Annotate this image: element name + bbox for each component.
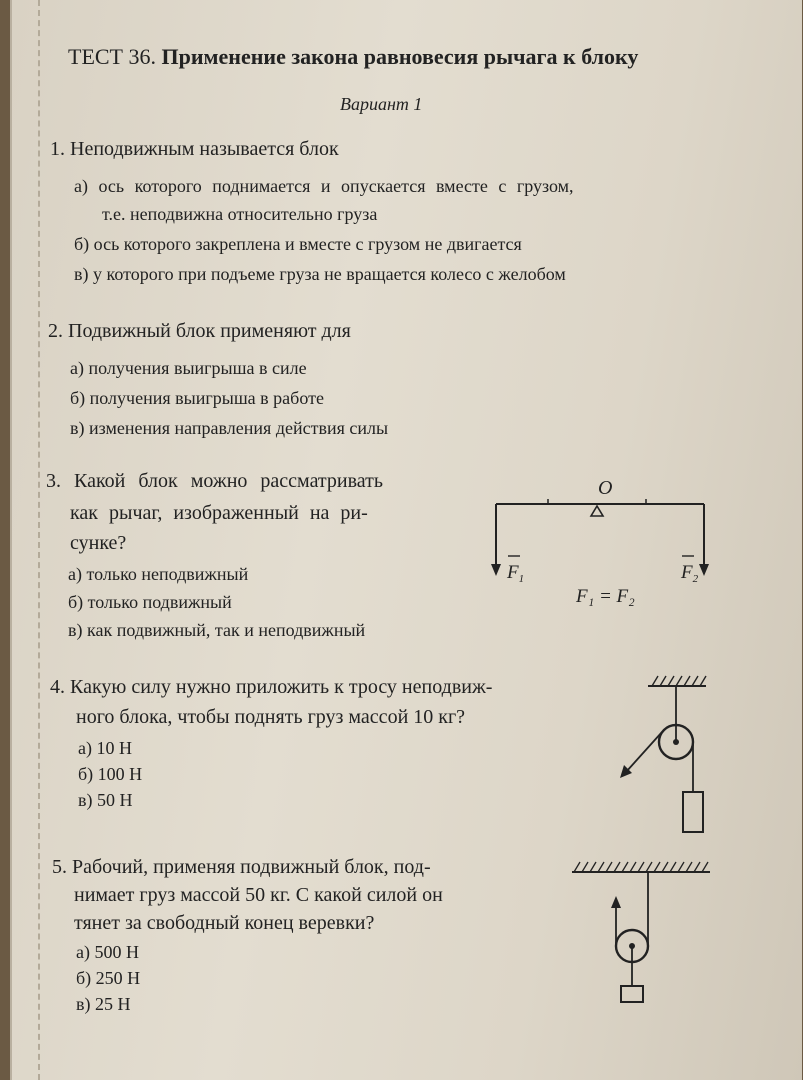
q1-option-a-line1: а) ось которого поднимается и опускается вместе с грузом, — [74, 176, 574, 196]
q2-option-c: в) изменения направления действия силы — [70, 418, 389, 438]
q5-option-a: а) 500 Н — [76, 942, 139, 962]
page-binding — [38, 0, 52, 1080]
force-equation: F₁ = F₂ — [576, 586, 635, 607]
q1-option-b: б) ось которого закреплена и вместе с грузом не двигается — [74, 234, 522, 254]
movable-pulley-figure — [560, 854, 720, 1014]
q3-question-line2: как рычаг, изображенный на ри- — [70, 502, 368, 524]
lever-figure — [474, 466, 724, 616]
q4-option-a: а) 10 Н — [78, 738, 132, 758]
pivot-triangle — [591, 506, 603, 516]
test-label: ТЕСТ 36. — [68, 44, 156, 69]
q4-option-c: в) 50 Н — [78, 790, 133, 810]
pull-arrowhead — [611, 896, 621, 908]
page-title — [68, 44, 638, 70]
force-f2-arrowhead — [699, 564, 709, 576]
q2-option-a: а) получения выигрыша в силе — [70, 358, 307, 378]
q5-question-line1: 5. Рабочий, применяя подвижный блок, под- — [52, 856, 431, 878]
q2-question: 2. Подвижный блок применяют для — [48, 320, 351, 342]
fixed-pulley-figure — [608, 670, 718, 842]
q5-question-line2: нимает груз массой 50 кг. С какой силой он — [74, 884, 443, 906]
q5-option-c: в) 25 Н — [76, 994, 131, 1014]
ceiling-hatch — [652, 676, 706, 686]
force-f1-arrowhead — [491, 564, 501, 576]
pivot-label: O — [598, 477, 613, 499]
test-title: Применение закона равновесия рычага к блоку — [161, 44, 639, 69]
q2-option-b: б) получения выигрыша в работе — [70, 388, 324, 408]
variant-label: Вариант 1 — [340, 94, 423, 114]
f1-label: $F_1$ — [507, 562, 525, 585]
q3-option-a: а) только неподвижный — [68, 564, 249, 584]
q1-question: 1. Неподвижным называется блок — [50, 138, 339, 160]
q4-option-b: б) 100 Н — [78, 764, 143, 784]
test-page — [10, 0, 802, 1080]
q5-question-line3: тянет за свободный конец веревки? — [74, 912, 375, 934]
q1-option-c: в) у которого при подъеме груза не вращается колесо с желобом — [74, 264, 566, 284]
q3-question-line1: 3. Какой блок можно рассматривать — [46, 470, 384, 492]
rope-pull-side — [626, 732, 662, 772]
ceiling-hatch — [574, 862, 708, 872]
q4-question-line2: ного блока, чтобы поднять груз массой 10 кг? — [76, 706, 466, 728]
q1-option-a-line2: т.е. неподвижна относительно груза — [102, 204, 378, 224]
load-box — [683, 792, 703, 832]
q3-option-c: в) как подвижный, так и неподвижный — [68, 620, 366, 640]
pulley-axle — [673, 739, 679, 745]
q4-question-line1: 4. Какую силу нужно приложить к тросу неподвиж- — [50, 676, 493, 698]
q5-option-b: б) 250 Н — [76, 968, 141, 988]
q3-question-line3: сунке? — [70, 532, 127, 554]
load-box — [621, 986, 643, 1002]
f2-label: $F_2$ — [681, 562, 699, 585]
q3-option-b: б) только подвижный — [68, 592, 232, 612]
